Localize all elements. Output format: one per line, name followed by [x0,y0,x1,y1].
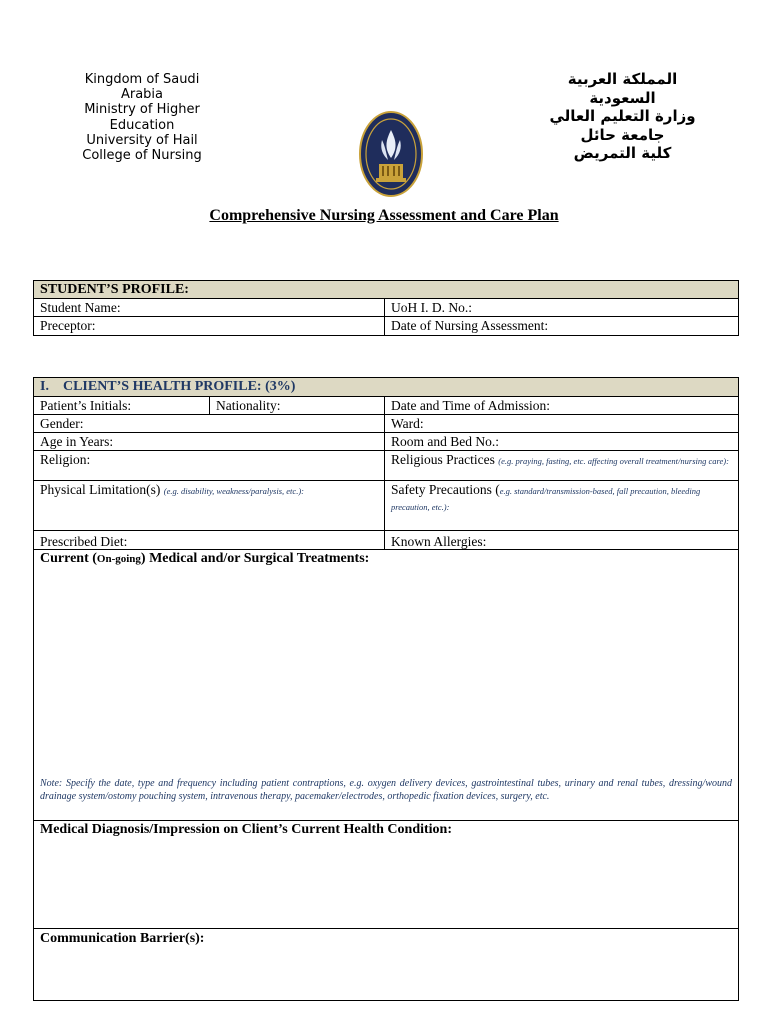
treatments-label [34,550,375,568]
header-line: Education [109,117,175,133]
field-hint: e.g. standard/transmission-based, fall precaution, bleeding precaution, etc.): [391,486,701,512]
admission-date-field[interactable]: Date and Time of Admission: [384,397,738,414]
ward-field[interactable]: Ward: [384,415,738,432]
treatments-note: Note: Specify the date, type and frequency including patient contraptions, e.g. oxygen delivery devices, gastrointestinal tubes, urinary and renal tubes, dressing/wound drainage system/ostomy pouching system, intravenous therapy, pacemaker/electrodes, orthopedic fixation devices, surgery, etc. [40,778,732,802]
institution-name-english [62,72,222,163]
header-line: كلية التمريض [573,144,672,162]
patient-initials-field[interactable]: Patient’s Initials: [40,398,132,413]
room-bed-field[interactable]: Room and Bed No.: [384,433,738,450]
header-line: Arabia [120,87,164,103]
header-line: جامعة حائل [580,125,665,144]
university-logo [358,110,424,198]
physical-limitation-field[interactable] [34,481,384,530]
assessment-date-field[interactable]: Date of Nursing Assessment: [384,317,738,335]
table-row [34,433,738,451]
table-row [34,397,738,415]
table-row [34,299,738,317]
field-hint: (e.g. disability, weakness/paralysis, etc.): [163,486,304,496]
header-line: المملكة العربية [567,70,678,88]
student-name-field[interactable]: Student Name: [40,300,121,315]
table-row [34,415,738,433]
field-label: Physical Limitation(s) [40,482,161,497]
diagnosis-label: Medical Diagnosis/Impression on Client’s Current Health Condition: [40,822,452,837]
institution-name-arabic [540,70,705,163]
table-row [34,451,738,481]
label-part: ) Medical and/or Surgical Treatments: [140,551,370,566]
label-part: Current ( [40,551,97,566]
age-field[interactable]: Age in Years: [40,434,114,449]
treatments-section [34,550,738,821]
student-profile-heading [34,281,738,299]
safety-precautions-field[interactable] [384,481,738,530]
section-heading: CLIENT’S HEALTH PROFILE: (3%) [62,379,296,394]
client-profile-heading [34,378,738,397]
field-label: Religious Practices [391,452,495,467]
document-title [0,207,768,225]
religious-practices-field[interactable] [384,451,738,480]
header-line: السعودية [589,88,656,107]
header-line: وزارة التعليم العالي [549,107,696,125]
header-line: Ministry of Higher [84,102,200,118]
header-line: University of Hail [86,132,198,148]
table-row [34,317,738,335]
table-row [34,481,738,531]
document-title-text: Comprehensive Nursing Assessment and Care Plan [209,207,559,224]
section-heading: STUDENT’S PROFILE: [40,282,189,297]
known-allergies-field[interactable]: Known Allergies: [384,531,738,549]
treatments-entry-area[interactable] [34,570,738,775]
communication-label: Communication Barrier(s): [40,931,205,946]
field-label: Safety Precautions ( [391,482,500,497]
uoh-id-field[interactable]: UoH I. D. No.: [384,299,738,316]
header-line: College of Nursing [82,148,202,164]
client-health-profile-table [33,377,739,1001]
label-part: On-going [96,553,141,565]
diagnosis-section[interactable] [34,821,738,929]
communication-section[interactable] [34,929,738,1000]
table-row [34,531,738,550]
field-hint: (e.g. praying, fasting, etc. affecting overall treatment/nursing care): [498,456,729,466]
preceptor-field[interactable]: Preceptor: [40,318,96,333]
section-number: I. [40,379,49,394]
religion-field[interactable]: Religion: [40,452,91,467]
gender-field[interactable]: Gender: [40,416,84,431]
student-profile-table [33,280,739,336]
prescribed-diet-field[interactable]: Prescribed Diet: [40,534,128,549]
nationality-field[interactable]: Nationality: [209,397,384,414]
header-line: Kingdom of Saudi [84,72,200,87]
